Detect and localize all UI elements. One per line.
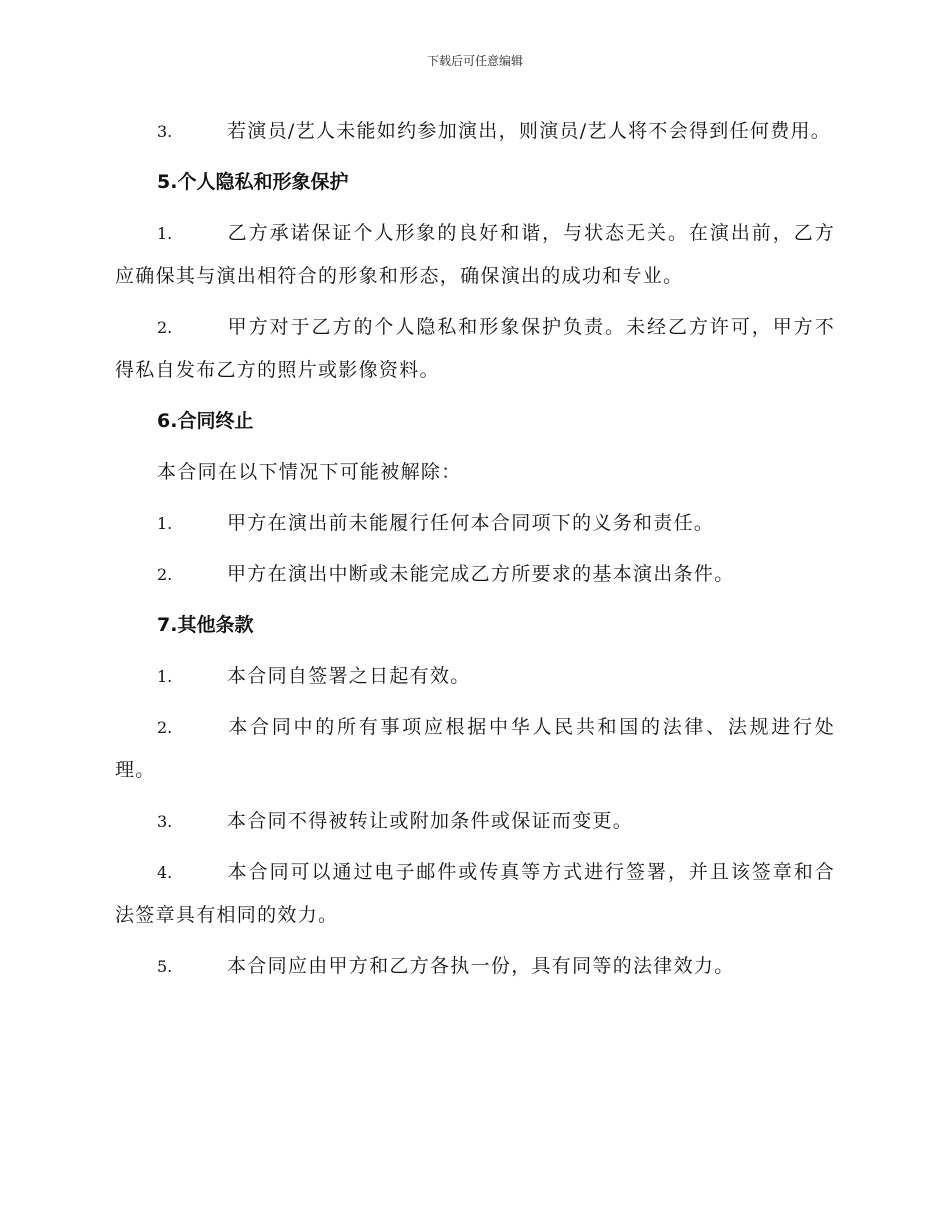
clause-item (115, 655, 835, 698)
clause-item (115, 553, 835, 596)
page-header: 下载后可任意编辑 (426, 54, 523, 68)
section-heading: 5.个人隐私和形象保护 (157, 171, 349, 193)
clause-number: 2. (157, 565, 173, 584)
clause-item (115, 800, 835, 843)
clause-item (115, 306, 835, 392)
clause-item (115, 945, 835, 988)
clause-number: 2. (157, 318, 173, 337)
clause-item (115, 851, 835, 937)
clause-item (115, 706, 835, 792)
section-heading: 6.合同终止 (157, 410, 254, 432)
clause-text: 本合同自签署之日起有效。 (227, 665, 471, 687)
document-body (115, 110, 835, 996)
section-heading: 7.其他条款 (157, 614, 254, 636)
clause-number: 1. (157, 514, 173, 533)
clause-text: 本合同可以通过电子邮件或传真等方式进行签署，并且该签章和合法签章具有相同的效力。 (115, 861, 835, 926)
clause-number: 2. (157, 718, 173, 737)
clause-number: 3. (157, 812, 173, 831)
clause-text: 甲方对于乙方的个人隐私和形象保护负责。未经乙方许可，甲方不得私自发布乙方的照片或影像资料。 (115, 316, 835, 381)
clause-text: 若演员/艺人未能如约参加演出，则演员/艺人将不会得到任何费用。 (227, 120, 832, 142)
clause-text: 本合同不得被转让或附加条件或保证而变更。 (227, 810, 634, 832)
section-intro: 本合同在以下情况下可能被解除： (157, 461, 462, 483)
clause-text: 本合同应由甲方和乙方各执一份，具有同等的法律效力。 (227, 955, 735, 977)
clause-text: 甲方在演出前未能履行任何本合同项下的义务和责任。 (227, 512, 715, 534)
clause-item (115, 212, 835, 298)
clause-text: 甲方在演出中断或未能完成乙方所要求的基本演出条件。 (227, 563, 735, 585)
clause-text: 乙方承诺保证个人形象的良好和谐，与状态无关。在演出前，乙方应确保其与演出相符合的形象和形态，确保演出的成功和专业。 (115, 222, 835, 287)
clause-number: 1. (157, 224, 173, 243)
clause-number: 4. (157, 863, 173, 882)
clause-number: 3. (157, 122, 173, 141)
clause-number: 5. (157, 957, 173, 976)
clause-text: 本合同中的所有事项应根据中华人民共和国的法律、法规进行处理。 (115, 716, 835, 781)
clause-number: 1. (157, 667, 173, 686)
clause-item (115, 502, 835, 545)
clause-item (115, 110, 835, 153)
